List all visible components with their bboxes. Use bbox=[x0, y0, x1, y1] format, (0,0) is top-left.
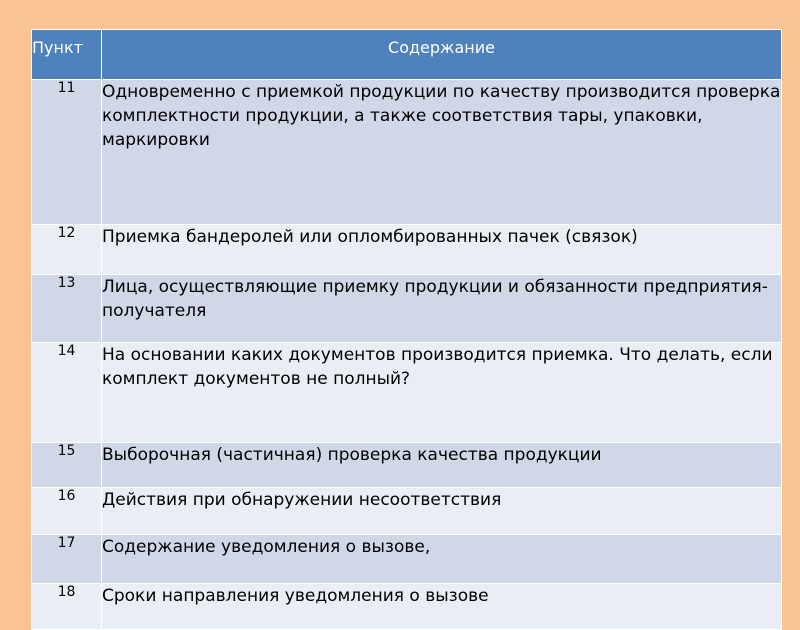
row-text: Лица, осуществляющие приемку продукции и обязанности предприятия-получателя bbox=[102, 275, 782, 343]
table-row bbox=[32, 275, 782, 343]
content-table bbox=[31, 29, 782, 630]
header-number: Пункт bbox=[32, 30, 102, 80]
table-row bbox=[32, 225, 782, 275]
row-text: На основании каких документов производится приемка. Что делать, если комплект документов не полный? bbox=[102, 343, 782, 443]
table-row bbox=[32, 488, 782, 535]
table-header-row bbox=[32, 30, 782, 80]
row-text: Действия при обнаружении несоответствия bbox=[102, 488, 782, 535]
table-row bbox=[32, 80, 782, 225]
header-content: Содержание bbox=[102, 30, 782, 80]
row-number: 15 bbox=[32, 443, 102, 488]
row-number: 12 bbox=[32, 225, 102, 275]
row-number: 13 bbox=[32, 275, 102, 343]
row-text: Приемка бандеролей или опломбированных пачек (связок) bbox=[102, 225, 782, 275]
table-row bbox=[32, 443, 782, 488]
row-number: 14 bbox=[32, 343, 102, 443]
table-row bbox=[32, 343, 782, 443]
row-number: 18 bbox=[32, 584, 102, 630]
row-text: Одновременно с приемкой продукции по качеству производится проверка комплектности продукции, а также соответствия тары, упаковки, маркировки bbox=[102, 80, 782, 225]
table-row bbox=[32, 535, 782, 584]
row-text: Содержание уведомления о вызове, bbox=[102, 535, 782, 584]
row-text: Выборочная (частичная) проверка качества продукции bbox=[102, 443, 782, 488]
row-text: Сроки направления уведомления о вызове bbox=[102, 584, 782, 630]
row-number: 16 bbox=[32, 488, 102, 535]
row-number: 17 bbox=[32, 535, 102, 584]
row-number: 11 bbox=[32, 80, 102, 225]
table-row bbox=[32, 584, 782, 630]
